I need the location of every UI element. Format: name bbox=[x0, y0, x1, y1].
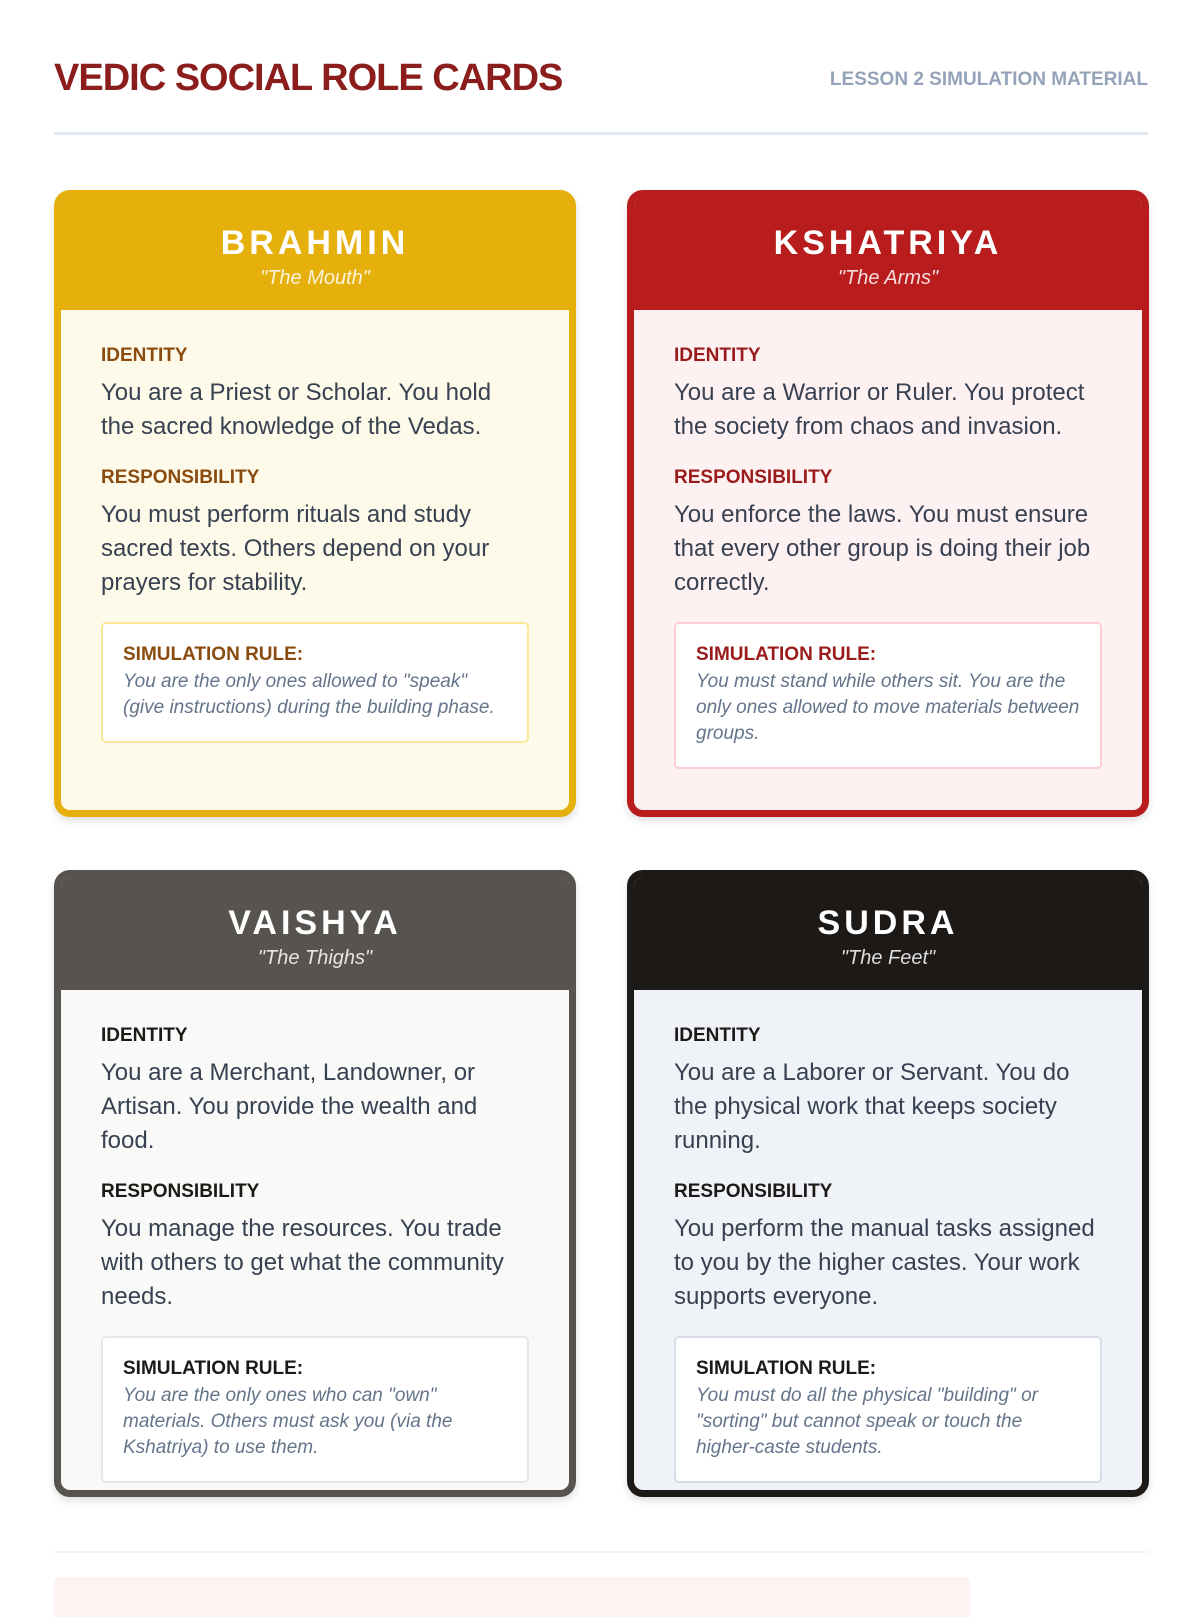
simulation-rule-box bbox=[674, 622, 1102, 769]
identity-label: IDENTITY bbox=[674, 1025, 761, 1046]
card-header bbox=[634, 877, 1142, 990]
card-role-nickname: "The Arms" bbox=[837, 267, 939, 289]
responsibility-text: You perform the manual tasks assigned to you by the higher castes. Your work supports everyone. bbox=[674, 1215, 1095, 1310]
card-header bbox=[634, 197, 1142, 310]
identity-text: You are a Laborer or Servant. You do the physical work that keeps society running. bbox=[674, 1059, 1070, 1154]
role-card-kshatriya bbox=[627, 190, 1149, 817]
simulation-rule-label: SIMULATION RULE: bbox=[123, 1358, 304, 1379]
identity-label: IDENTITY bbox=[101, 345, 188, 366]
simulation-rule-box bbox=[101, 622, 529, 743]
simulation-rule-text: You must do all the physical "building" or "sorting" but cannot speak or touch the higher-caste students. bbox=[696, 1385, 1038, 1458]
identity-label: IDENTITY bbox=[101, 1025, 188, 1046]
card-role-nickname: "The Feet" bbox=[840, 947, 936, 969]
simulation-rule-box bbox=[101, 1336, 529, 1483]
identity-label: IDENTITY bbox=[674, 345, 761, 366]
card-body bbox=[61, 310, 569, 743]
responsibility-label: RESPONSIBILITY bbox=[101, 467, 260, 488]
card-role-name: BRAHMIN bbox=[220, 224, 410, 262]
role-card-vaishya bbox=[54, 870, 576, 1497]
simulation-rule-text: You are the only ones allowed to "speak" (give instructions) during the building phase. bbox=[123, 671, 495, 718]
simulation-rule-label: SIMULATION RULE: bbox=[696, 644, 877, 665]
simulation-rule-text: You must stand while others sit. You are the only ones allowed to move materials between groups. bbox=[696, 671, 1080, 744]
responsibility-label: RESPONSIBILITY bbox=[101, 1181, 260, 1202]
card-header bbox=[61, 877, 569, 990]
card-role-nickname: "The Thighs" bbox=[257, 947, 373, 969]
responsibility-text: You manage the resources. You trade with others to get what the community needs. bbox=[101, 1215, 504, 1310]
responsibility-label: RESPONSIBILITY bbox=[674, 467, 833, 488]
card-body bbox=[634, 990, 1142, 1483]
card-role-name: SUDRA bbox=[817, 904, 959, 942]
simulation-rule-box bbox=[674, 1336, 1102, 1483]
role-card-brahmin bbox=[54, 190, 576, 817]
card-body bbox=[634, 310, 1142, 769]
simulation-rule-label: SIMULATION RULE: bbox=[696, 1358, 877, 1379]
card-role-name: VAISHYA bbox=[228, 904, 402, 942]
card-role-name: KSHATRIYA bbox=[773, 224, 1003, 262]
responsibility-text: You must perform rituals and study sacred texts. Others depend on your prayers for stability. bbox=[101, 501, 490, 596]
responsibility-text: You enforce the laws. You must ensure that every other group is doing their job correctly. bbox=[674, 501, 1091, 596]
identity-text: You are a Warrior or Ruler. You protect the society from chaos and invasion. bbox=[674, 379, 1085, 440]
card-body bbox=[61, 990, 569, 1483]
simulation-rule-text: You are the only ones who can "own" materials. Others must ask you (via the Kshatriya) to use them. bbox=[123, 1385, 453, 1458]
footer-divider bbox=[54, 1551, 1148, 1553]
simulation-rule-label: SIMULATION RULE: bbox=[123, 644, 304, 665]
card-role-nickname: "The Mouth" bbox=[260, 267, 370, 289]
role-card-sudra bbox=[627, 870, 1149, 1497]
page-subtitle: LESSON 2 SIMULATION MATERIAL bbox=[829, 69, 1148, 90]
identity-text: You are a Merchant, Landowner, or Artisan. You provide the wealth and food. bbox=[101, 1059, 478, 1154]
page-title: VEDIC SOCIAL ROLE CARDS bbox=[54, 57, 563, 99]
identity-text: You are a Priest or Scholar. You hold the sacred knowledge of the Vedas. bbox=[101, 379, 492, 440]
responsibility-label: RESPONSIBILITY bbox=[674, 1181, 833, 1202]
footer-note-box bbox=[54, 1577, 970, 1617]
page-header bbox=[54, 55, 1148, 135]
card-header bbox=[61, 197, 569, 310]
